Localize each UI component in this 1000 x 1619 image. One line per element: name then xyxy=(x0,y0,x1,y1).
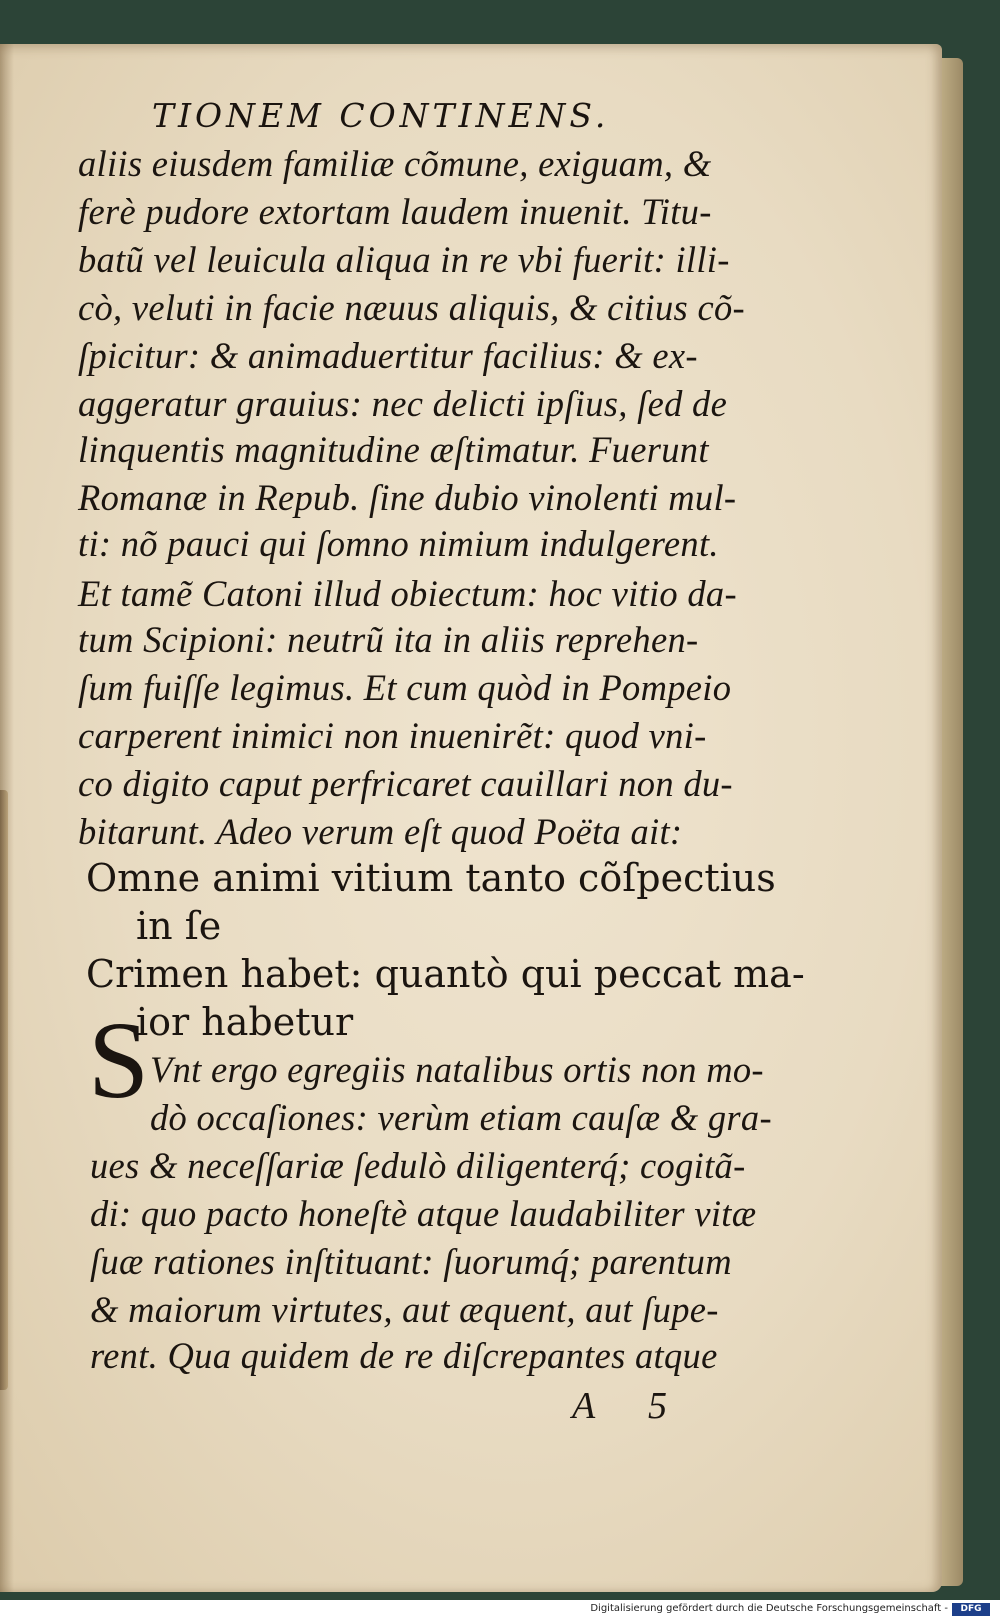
text-line: di: quo pacto honeſtè atque laudabiliter vitæ xyxy=(90,1193,757,1234)
funding-credit: Digitalisierung gefördert durch die Deutsche Forschungsgemeinschaft - xyxy=(590,1603,948,1614)
text-line: bitarunt. Adeo verum eſt quod Poëta ait: xyxy=(78,811,683,852)
running-head: TIONEM CONTINENS. xyxy=(152,96,610,135)
verse-line: Crimen habet: quantò qui peccat ma- xyxy=(86,952,805,996)
text-line: carperent inimici non inuenirẽt: quod vni- xyxy=(78,715,707,756)
text-line: ſuæ rationes inſtituant: ſuorumq́; parentum xyxy=(90,1241,732,1282)
text-line: dò occaſiones: verùm etiam cauſæ & gra- xyxy=(150,1097,772,1138)
verse-line: Omne animi vitium tanto cõſpectius xyxy=(86,856,776,900)
left-page-tab xyxy=(0,790,8,1390)
text-line: Et tamẽ Catoni illud obiectum: hoc vitio da- xyxy=(78,573,737,614)
text-line: ti: nõ pauci qui ſomno nimium indulgerent. xyxy=(78,523,719,564)
signature-mark: A 5 xyxy=(572,1385,690,1427)
text-line: aggeratur grauius: nec delicti ipſius, ſed de xyxy=(78,383,728,424)
text-line: cò, veluti in facie næuus aliquis, & citius cõ- xyxy=(78,287,745,328)
text-line: ſum fuiſſe legimus. Et cum quòd in Pompeio xyxy=(78,667,732,708)
text-line: ſpicitur: & animaduertitur facilius: & ex- xyxy=(78,335,698,376)
text-line: Vnt ergo egregiis natalibus ortis non mo- xyxy=(150,1049,764,1090)
text-line: Romanæ in Repub. ſine dubio vinolenti mul- xyxy=(78,477,737,518)
text-line: aliis eiusdem familiæ cõmune, exiguam, & xyxy=(78,143,712,184)
text-line: co digito caput perfricaret cauillari non du- xyxy=(78,763,733,804)
drop-cap: S xyxy=(88,999,150,1121)
text-line: linquentis magnitudine æſtimatur. Fuerunt xyxy=(78,429,709,470)
verse-line: in ſe xyxy=(136,904,222,948)
text-line: ferè pudore extortam laudem inuenit. Titu- xyxy=(78,191,712,232)
text-line: batũ vel leuicula aliqua in re vbi fuerit: illi- xyxy=(78,239,730,280)
text-line: rent. Qua quidem de re diſcrepantes atque xyxy=(90,1335,718,1376)
text-line: tum Scipioni: neutrũ ita in aliis reprehen- xyxy=(78,619,699,660)
text-line: & maiorum virtutes, aut æquent, aut ſupe- xyxy=(90,1289,719,1330)
verse-line: ior habetur xyxy=(136,1000,354,1044)
dfg-logo: DFG xyxy=(952,1603,990,1616)
text-line: ues & neceſſariæ ſedulò diligenterq́; cogitã- xyxy=(90,1145,746,1186)
